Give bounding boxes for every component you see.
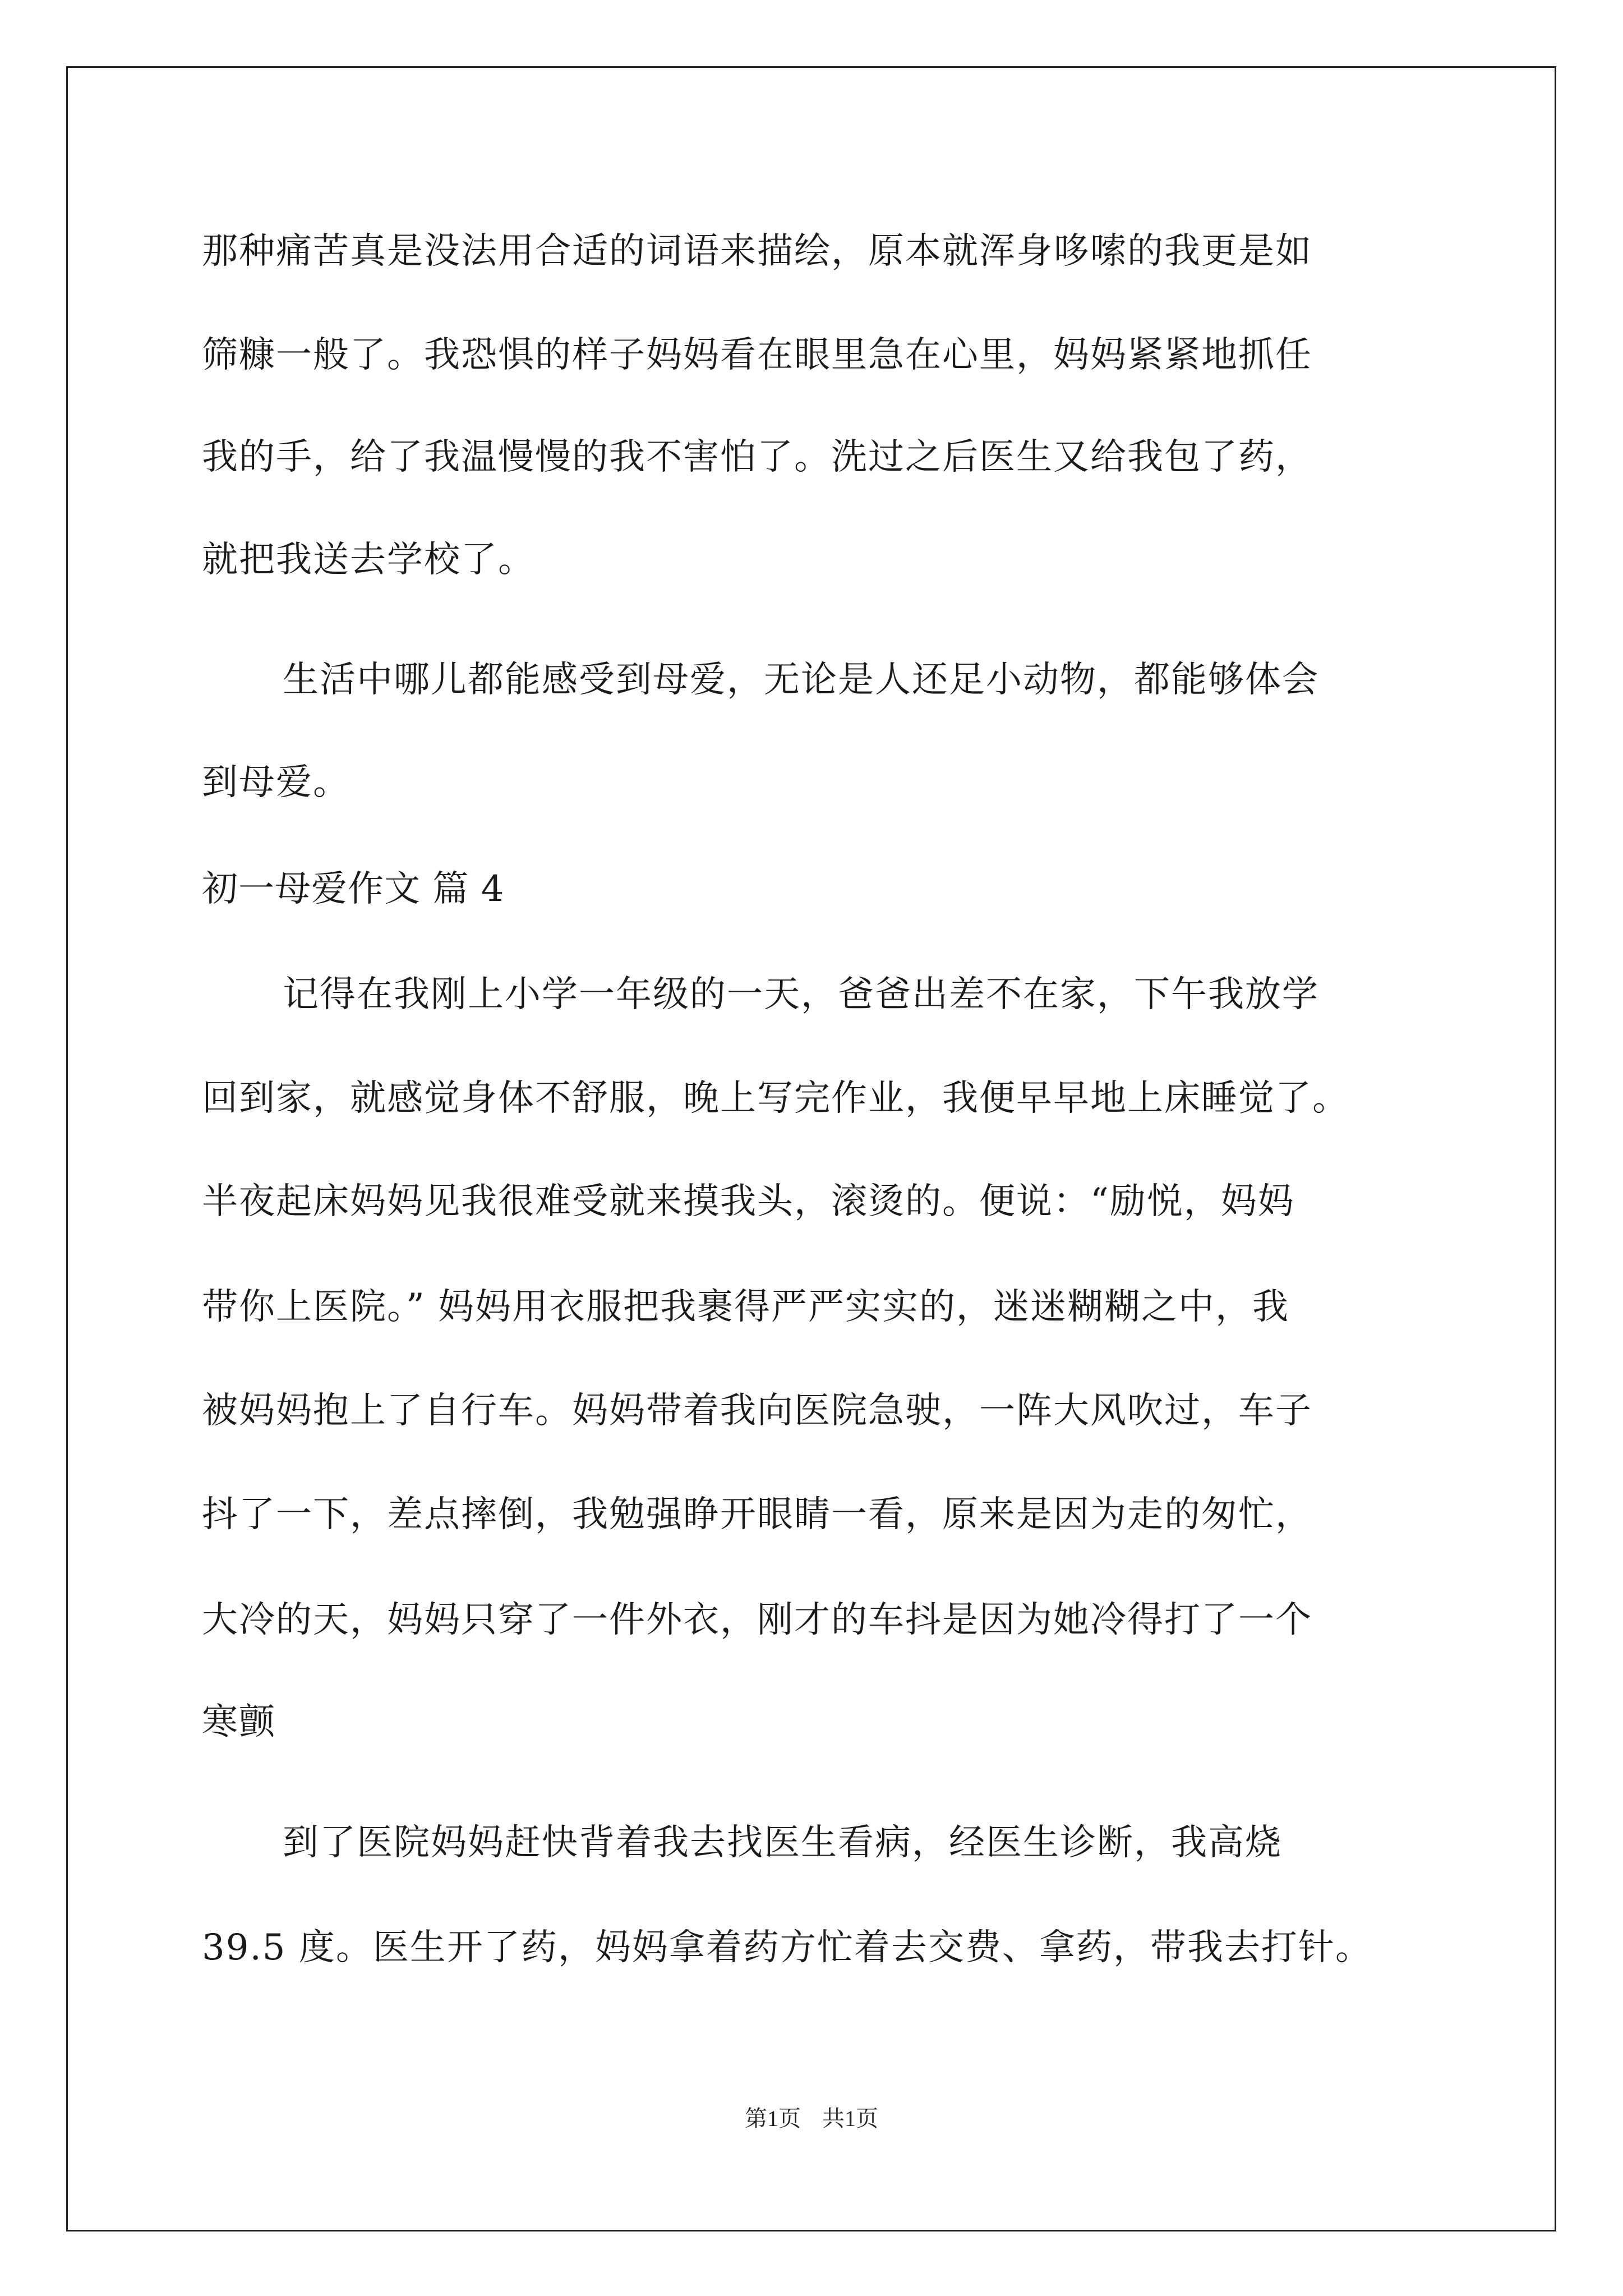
text-line: 被妈妈抱上了自行车。妈妈带着我向医院急驶，一阵大风吹过，车子 <box>202 1390 1312 1432</box>
page-border <box>66 66 1556 2231</box>
page-total: 共1页 <box>822 2106 878 2131</box>
text-line: 我的手，给了我温慢慢的我不害怕了。洗过之后医生又给我包了药， <box>202 436 1312 478</box>
text-line: 39.5 度。医生开了药，妈妈拿着药方忙着去交费、拿药，带我去打针。 <box>202 1927 1372 1968</box>
text-line: 筛糠一般了。我恐惧的样子妈妈看在眼里急在心里，妈妈紧紧地抓任 <box>202 334 1312 376</box>
text-line: 那种痛苦真是没法用合适的词语来描绘，原本就浑身哆嗦的我更是如 <box>202 231 1312 272</box>
text-line: 带你上医院。” 妈妈用衣服把我裹得严严实实的，迷迷糊糊之中，我 <box>202 1286 1290 1328</box>
text-line: 就把我送去学校了。 <box>202 539 535 581</box>
page-number: 第1页 <box>745 2106 801 2131</box>
text-line: 回到家，就感觉身体不舒服，晚上写完作业，我便早早地上床睡觉了。 <box>202 1078 1349 1119</box>
text-line: 记得在我刚上小学一年级的一天，爸爸出差不在家，下午我放学 <box>283 974 1319 1015</box>
text-line: 到母爱。 <box>202 762 350 803</box>
page-footer <box>0 2105 1623 2133</box>
text-line: 寒颤 <box>202 1701 276 1743</box>
text-line: 半夜起床妈妈见我很难受就来摸我头，滚烫的。便说：“励悦，妈妈 <box>202 1181 1295 1222</box>
section-heading: 初一母爱作文 篇 4 <box>202 868 505 910</box>
text-line: 抖了一下，差点摔倒，我勉强睁开眼睛一看，原来是因为走的匆忙， <box>202 1494 1312 1535</box>
text-line: 到了医院妈妈赶快背着我去找医生看病，经医生诊断，我高烧 <box>283 1822 1282 1864</box>
text-line: 生活中哪儿都能感受到母爱，无论是人还足小动物，都能够体会 <box>283 659 1319 701</box>
text-line: 大冷的天，妈妈只穿了一件外衣，刚才的车抖是因为她冷得打了一个 <box>202 1599 1312 1641</box>
